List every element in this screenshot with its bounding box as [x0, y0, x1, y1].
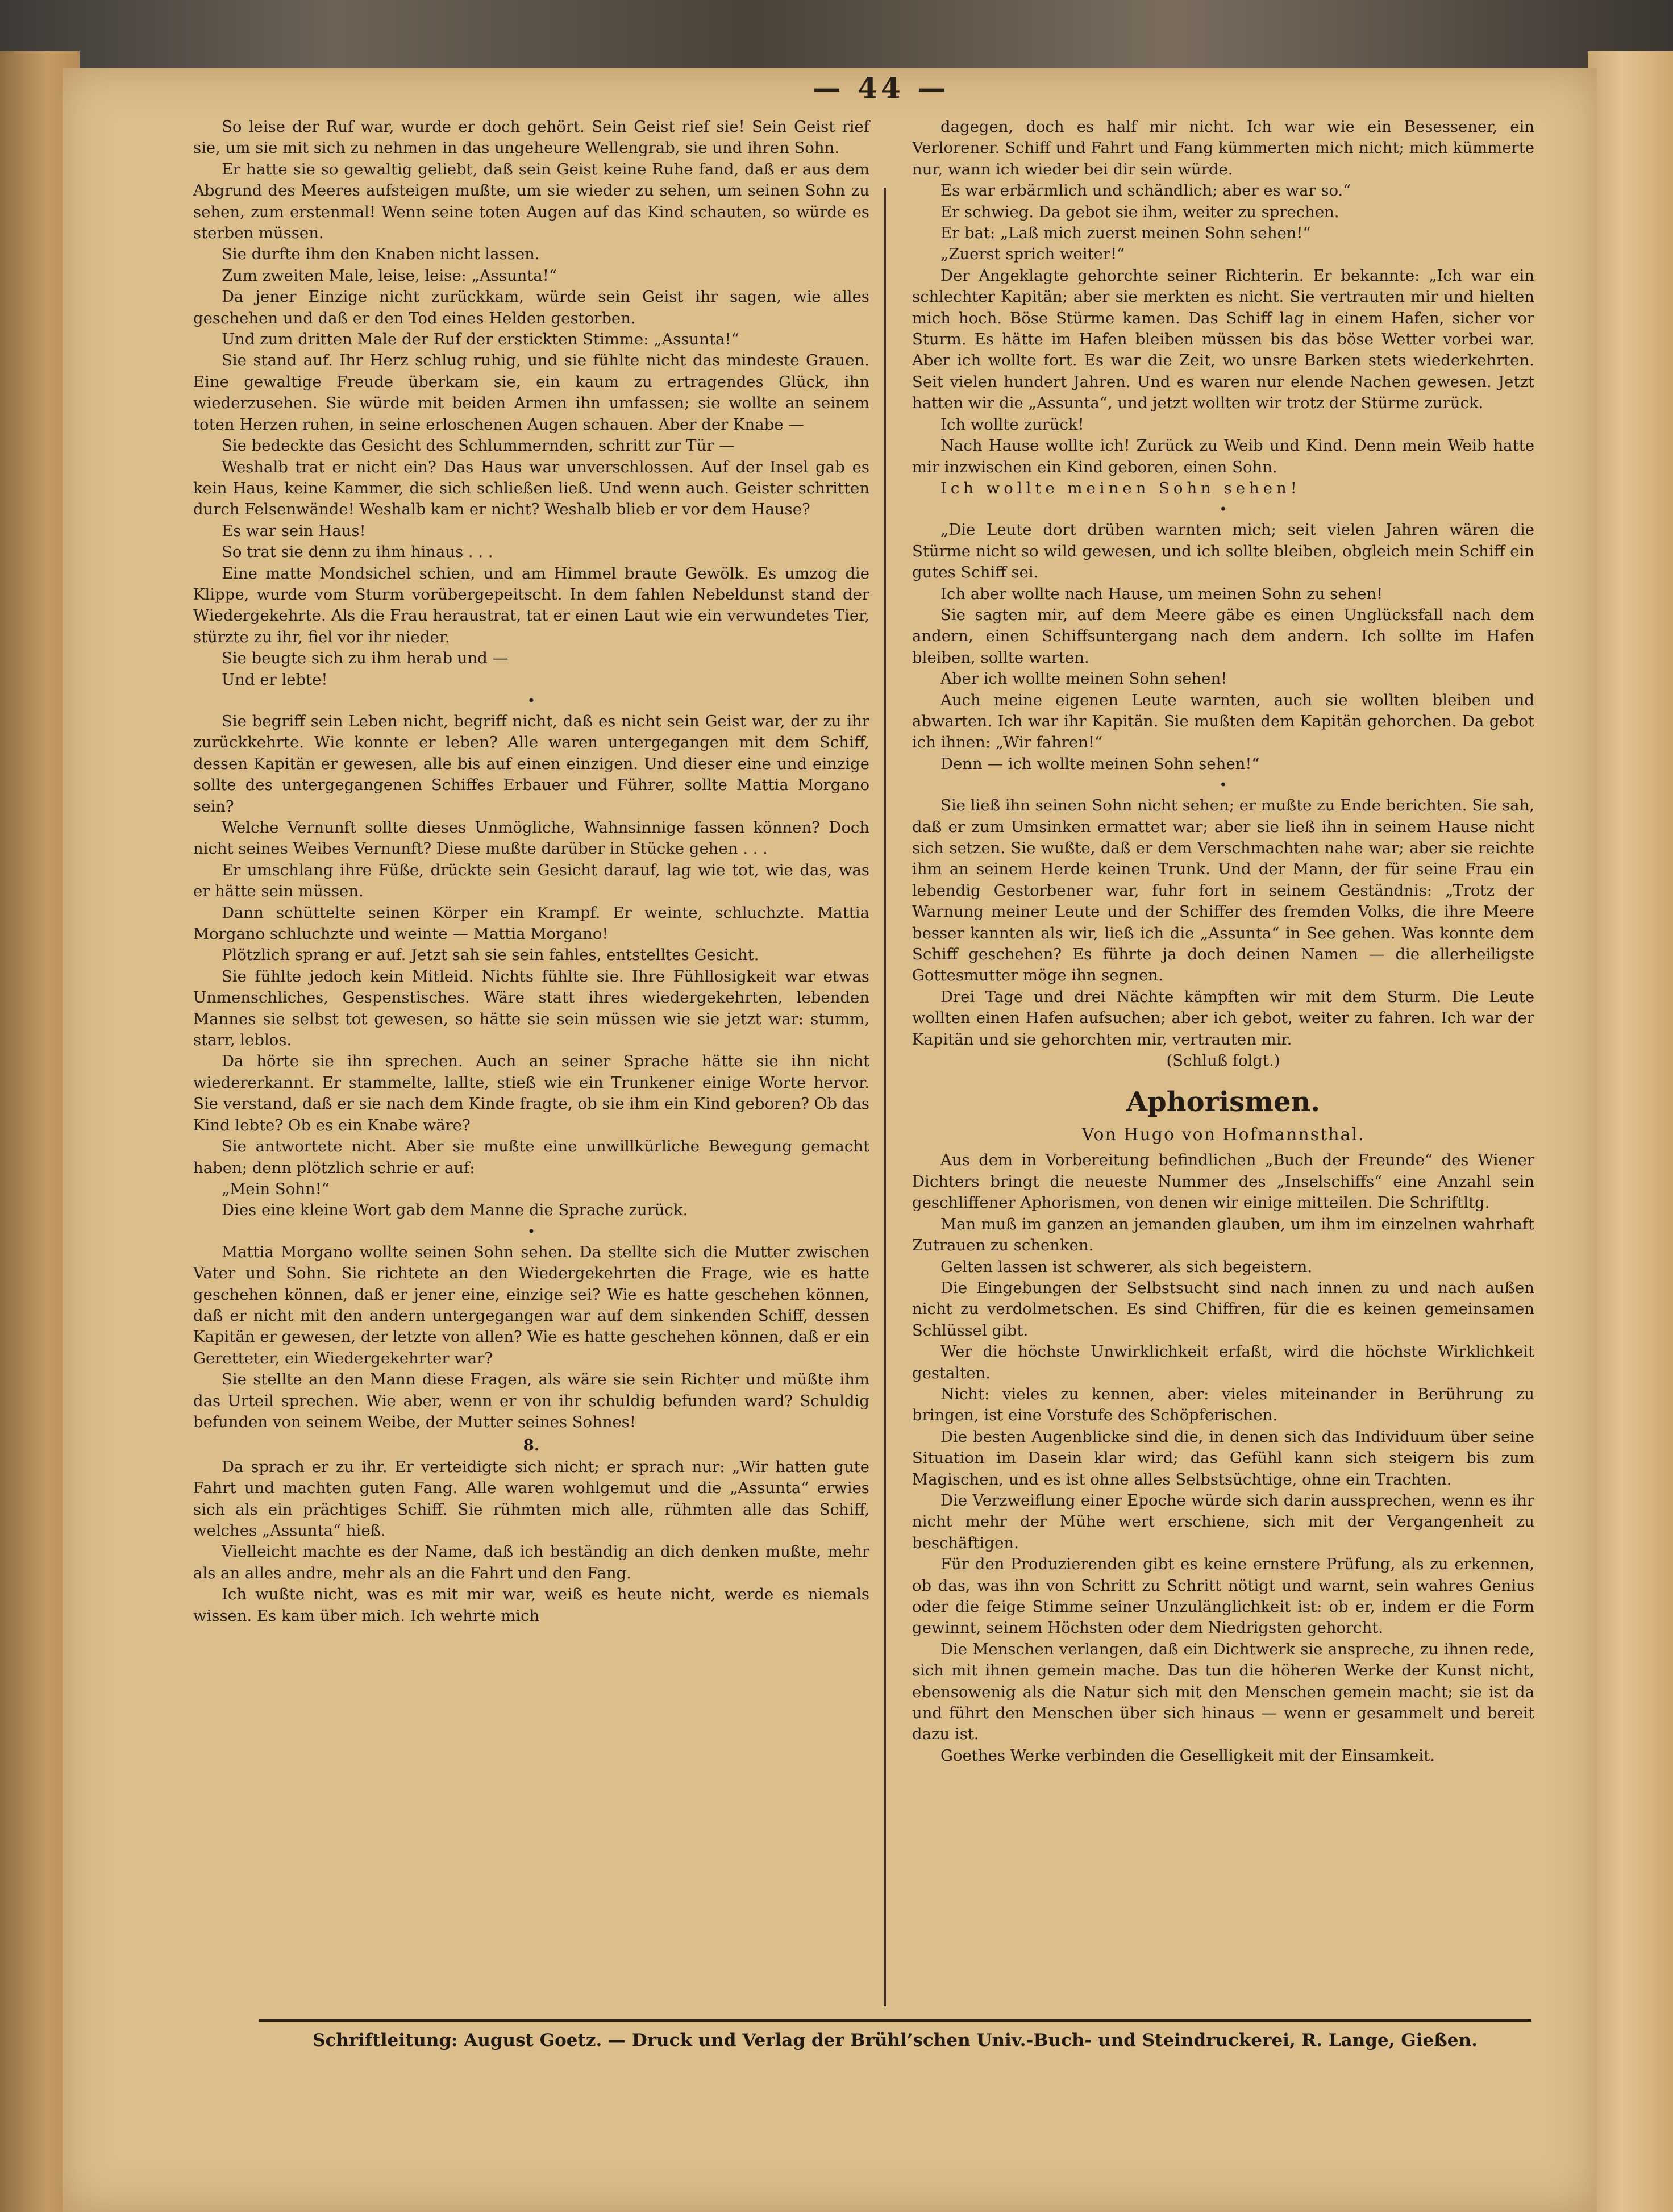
right-page-edge — [1588, 51, 1673, 2212]
story-paragraph: Aber ich wollte meinen Sohn sehen! — [940, 670, 1227, 688]
aphorisms-list — [912, 1214, 1534, 1767]
story-paragraph: Er schwieg. Da gebot sie ihm, weiter zu sprechen. — [940, 202, 1339, 221]
story-paragraph: Und er lebte! — [222, 670, 328, 689]
aphorism-paragraph: Gelten lassen ist schwerer, als sich begeistern. — [940, 1257, 1313, 1276]
story-paragraph: Sie bedeckte das Gesicht des Schlummernden, schritt zur Tür — — [222, 436, 735, 455]
story-paragraph: Ich wollte zurück! — [940, 415, 1084, 434]
story-paragraph: Sie ließ ihn seinen Sohn nicht sehen; er mußte zu Ende berichten. Sie sah, daß er zum Umsinken ermattet war; aber sie ließ ihn in seinem Hause nicht sich setzen. Sie wußte, daß er dem Verschmachten nahe war; aber sie reichte ihm an seinem Herde keinen Trunk. Und der Mann, der für seine Frau ein lebendig Gestorbener war, fuhr fort in seinem Geständnis: „Trotz der Warnung meiner Leute und der Schiffer des fremden Volks, die ihre Meere besser kannten als wir, ließ ich die „Assunta“ in See gehen. Was konnte dem Schiff geschehen? Es führte ja doch deinen Namen — die allerheiligste Gottesmutter möge ihn segnen. — [912, 796, 1534, 985]
story-paragraph: Weshalb trat er nicht ein? Das Haus war unverschlossen. Auf der Insel gab es kein Haus, keine Kammer, die sich schließen ließ. Und wenn auch. Geister schritten durch Felsenwände! Weshalb kam er nicht? Weshalb blieb er vor dem Hause? — [193, 458, 869, 519]
story-paragraph: Dies eine kleine Wort gab dem Manne die Sprache zurück. — [222, 1201, 688, 1220]
aphorisms-byline: Von Hugo von Hofmannsthal. — [1081, 1125, 1365, 1145]
story-paragraph: Es war sein Haus! — [222, 521, 366, 540]
story-paragraph: Er hatte sie so gewaltig geliebt, daß sein Geist keine Ruhe fand, daß er aus dem Abgrund des Meeres aufsteigen mußte, um sie wieder zu sehen, um seinen Sohn zu sehen, zum erstenmal! Wenn seine toten Augen auf das Kind schauten, so würde es sterben müssen. — [193, 160, 869, 243]
section-separator: • — [1219, 501, 1227, 518]
right-column — [912, 117, 1534, 1766]
story-paragraph: Nach Hause wollte ich! Zurück zu Weib und Kind. Denn mein Weib hatte mir inzwischen ein Kind geboren, einen Sohn. — [912, 436, 1534, 476]
story-paragraph: Dann schüttelte seinen Körper ein Krampf. Er weinte, schluchzte. Mattia Morgano schluchzte und weinte — Mattia Morgano! — [193, 903, 869, 943]
story-paragraph: Sie antwortete nicht. Aber sie mußte eine unwillkürliche Bewegung gemacht haben; denn plötzlich schrie er auf: — [193, 1137, 869, 1177]
section-separator: • — [527, 1223, 536, 1240]
section-separator: • — [1219, 777, 1227, 793]
story-continuation — [912, 117, 1534, 1071]
story-paragraph: Auch meine eigenen Leute warnten, auch sie wollten bleiben und abwarten. Ich war ihr Kapitän. Sie mußten dem Kapitän gehorchen. Da gebot ich ihnen: „Wir fahren!“ — [912, 691, 1534, 752]
story-paragraph: Der Angeklagte gehorchte seiner Richterin. Er bekannte: „Ich war ein schlechter Kapitän; aber sie merkten es nicht. Sie vertrauten mir und hielten mich hoch. Böse Stürme kamen. Das Schiff lag in einem Hafen, sicher vor Sturm. Es hätte im Hafen bleiben müssen bis das böse Wetter vorbei war. Aber ich wollte fort. Es war die Zeit, wo unsre Barken stets wiederkehrten. Seit vielen hundert Jahren. Und es waren nur elende Nachen gewesen. Jetzt hatten wir die „Assunta“, und jetzt wollten wir trotz der Stürme zurück. — [912, 266, 1534, 413]
story-paragraph: Er bat: „Laß mich zuerst meinen Sohn sehen!“ — [940, 224, 1311, 243]
story-paragraph: Zum zweiten Male, leise, leise: „Assunta!“ — [222, 266, 557, 285]
story-paragraph: Denn — ich wollte meinen Sohn sehen!“ — [940, 754, 1260, 773]
aphorisms-intro: Aus dem in Vorbereitung befindlichen „Buch der Freunde“ des Wiener Dichters bringt die neueste Nummer des „Inselschiffs“ eine Anzahl sein geschliffener Aphorismen, von denen wir einige mitteilen. Die Schriftltg. — [912, 1151, 1534, 1212]
story-paragraph: „Mein Sohn!“ — [222, 1179, 330, 1198]
to-be-continued-note: (Schluß folgt.) — [1166, 1051, 1280, 1070]
aphorism-paragraph: Die Verzweiflung einer Epoche würde sich darin aussprechen, wenn es ihr nicht mehr der Mühe wert erschiene, sich mit der Vergangenheit zu beschäftigen. — [912, 1491, 1534, 1552]
left-column — [193, 117, 869, 1627]
story-paragraph: Da hörte sie ihn sprechen. Auch an seiner Sprache hätte sie ihn nicht wiedererkannt. Er stammelte, lallte, stieß wie ein Trunkener einige Worte hervor. Sie verstand, daß er sie nach dem Kinde fragte, ob sie ihm ein Kind geboren? Ob das Kind lebte? Ob es ein Knabe wäre? — [193, 1052, 869, 1134]
story-paragraph: Ich wußte nicht, was es mit mir war, weiß es heute nicht, werde es niemals wissen. Es kam über mich. Ich wehrte mich — [193, 1585, 869, 1625]
story-paragraph: Drei Tage und drei Nächte kämpften wir mit dem Sturm. Die Leute wollten einen Hafen aufsuchen; aber ich gebot, weiter zu fahren. Ich war der Kapitän und sie gehorchten mir, vertrauten mir. — [912, 987, 1534, 1049]
aphorisms-title: Aphorismen. — [1126, 1086, 1321, 1119]
story-paragraph: Und zum dritten Male der Ruf der erstickten Stimme: „Assunta!“ — [222, 330, 739, 349]
story-paragraph: Ich wollte meinen Sohn sehen! — [940, 479, 1301, 497]
story-paragraph: Sie fühlte jedoch kein Mitleid. Nichts fühlte sie. Ihre Fühllosigkeit war etwas Unmenschliches, Gespenstisches. Wäre statt ihres wiedergekehrten, lebenden Mannes sie selbst tot gewesen, so hätte sie sein müssen wie sie jetzt war: stumm, starr, leblos. — [193, 967, 869, 1050]
story-paragraph: Es war erbärmlich und schändlich; aber es war so.“ — [940, 181, 1351, 200]
story-paragraph: Sie begriff sein Leben nicht, begriff nicht, daß es nicht sein Geist war, der zu ihr zurückkehrte. Wie konnte er leben? Alle waren untergegangen mit dem Schiff, dessen Kapitän er gewesen, alle bis auf einen einzigen. Und dieser eine und einzige sollte des untergegangenen Schiffes Erbauer und Führer, sollte Mattia Morgano sein? — [193, 712, 869, 816]
aphorism-paragraph: Die Eingebungen der Selbstsucht sind nach innen zu und nach außen nicht zu verdolmetschen. Es sind Chiffren, für die es keinen gemeinsamen Schlüssel gibt. — [912, 1278, 1534, 1340]
story-paragraph: Sie stand auf. Ihr Herz schlug ruhig, und sie fühlte nicht das mindeste Grauen. Eine gewaltige Freude überkam sie, ein kaum zu ertragendes Glück, ihn wiederzusehen. Sie würde mit beiden Armen ihn umfassen; sie wollte an seinem toten Herzen ruhen, in seine erloschenen Augen schauen. Aber der Knabe — — [193, 351, 869, 434]
story-paragraph: So leise der Ruf war, wurde er doch gehört. Sein Geist rief sie! Sein Geist rief sie, um sie mit sich zu nehmen in das ungeheure Wellengrab, sie und ihren Sohn. — [193, 118, 869, 157]
aphorisms-section — [912, 1084, 1534, 1766]
footer-rule — [259, 2019, 1531, 2022]
story-paragraph: Sie beugte sich zu ihm herab und — — [222, 649, 509, 668]
story-paragraph: Eine matte Mondsichel schien, und am Himmel braute Gewölk. Es umzog die Klippe, wurde vom Sturm vorübergepeitscht. In dem fahlen Nebeldunst stand der Wiedergekehrte. Als die Frau heraustrat, tat er einen Laut wie ein verwundetes Tier, stürzte zu ihr, fiel vor ihr nieder. — [193, 564, 869, 646]
story-paragraph: Da jener Einzige nicht zurückkam, würde sein Geist ihr sagen, wie alles geschehen und daß er den Tod eines Helden gestorben. — [193, 288, 869, 327]
column-divider — [884, 188, 886, 2006]
story-paragraph: Er umschlang ihre Füße, drückte sein Gesicht darauf, lag wie tot, wie das, was er hätte sein müssen. — [193, 860, 869, 901]
aphorism-paragraph: Nicht: vieles zu kennen, aber: vieles miteinander in Berührung zu bringen, ist eine Vorstufe des Schöpferischen. — [912, 1384, 1534, 1425]
aphorism-paragraph: Man muß im ganzen an jemanden glauben, um ihm im einzelnen wahrhaft Zutrauen zu schenken. — [912, 1215, 1534, 1255]
story-paragraph: dagegen, doch es half mir nicht. Ich war wie ein Besessener, ein Verlorener. Schiff und Fahrt und Fang kümmerten mich nicht; mich kümmerte nur, wann ich wieder bei dir sein würde. — [912, 118, 1534, 178]
story-paragraph: Plötzlich sprang er auf. Jetzt sah sie sein fahles, entstelltes Gesicht. — [222, 946, 759, 964]
story-paragraph: Sie sagten mir, auf dem Meere gäbe es einen Unglücksfall nach dem andern, einen Schiffsuntergang nach dem andern. Ich sollte im Hafen bleiben, sollte warten. — [912, 605, 1534, 667]
story-paragraph: Da sprach er zu ihr. Er verteidigte sich nicht; er sprach nur: „Wir hatten gute Fahrt und machten guten Fang. Alle waren wohlgemut und die „Assunta“ erwies sich als ein prächtiges Schiff. Sie rühmten mich alle, rühmten alle das Schiff, welches „Assunta“ hieß. — [193, 1457, 869, 1540]
story-paragraph: „Die Leute dort drüben warnten mich; seit vielen Jahren wären die Stürme nicht so wild gewesen, und ich sollte bleiben, obgleich mein Schiff ein gutes Schiff sei. — [912, 521, 1534, 582]
imprint-footer: Schriftleitung: August Goetz. — Druck und Verlag der Brühl’schen Univ.-Buch- und Steindruckerei, R. Lange, Gießen. — [313, 2030, 1478, 2051]
story-paragraph: Sie durfte ihm den Knaben nicht lassen. — [222, 245, 540, 264]
story-paragraph: „Zuerst sprich weiter!“ — [940, 245, 1125, 264]
story-paragraph: Sie stellte an den Mann diese Fragen, als wäre sie sein Richter und müßte ihm das Urteil sprechen. Wie aber, wenn er von ihr schuldig befunden ward? Schuldig befunden von seinem Weibe, der Mutter seines Sohnes! — [193, 1370, 869, 1431]
story-paragraph: So trat sie denn zu ihm hinaus . . . — [222, 543, 493, 562]
aphorism-paragraph: Für den Produzierenden gibt es keine ernstere Prüfung, als zu erkennen, ob das, was ihn von Schritt zu Schritt nötigt und warnt, sein wahres Genius oder die feige Stimme seiner Unzulänglichkeit ist: ob er, indem er die Form gewinnt, seinem Höchsten oder dem Niedrigsten gehorcht. — [912, 1555, 1534, 1637]
aphorism-paragraph: Wer die höchste Unwirklichkeit erfaßt, wird die höchste Wirklichkeit gestalten. — [912, 1342, 1534, 1382]
story-paragraph: Welche Vernunft sollte dieses Unmögliche, Wahnsinnige fassen können? Doch nicht seines Weibes Vernunft? Diese mußte darüber in Stücke gehen . . . — [193, 818, 869, 858]
aphorism-paragraph: Goethes Werke verbinden die Geselligkeit mit der Einsamkeit. — [940, 1746, 1435, 1765]
aphorism-paragraph: Die besten Augenblicke sind die, in denen sich das Individuum über seine Situation im Dasein klar wird; das Gefühl kann sich steigern bis zum Magischen, und es ist ohne alles Selbstsüchtige, ohne ein Trachten. — [912, 1427, 1534, 1488]
aphorism-paragraph: Die Menschen verlangen, daß ein Dichtwerk sie anspreche, zu ihnen rede, sich mit ihnen gemein mache. Das tun die höheren Werke der Kunst nicht, ebensowenig als die Natur sich mit den Menschen gemein macht; sie ist da und führt den Menschen über sich hinaus — wenn er gesammelt und bereit dazu ist. — [912, 1640, 1534, 1744]
section-number: 8. — [523, 1436, 540, 1455]
story-paragraph: Ich aber wollte nach Hause, um meinen Sohn zu sehen! — [940, 584, 1383, 603]
section-separator: • — [527, 692, 536, 709]
page-number: — 44 — — [812, 71, 950, 105]
story-paragraph: Vielleicht machte es der Name, daß ich beständig an dich denken mußte, mehr als an alles andre, mehr als an die Fahrt und den Fang. — [193, 1542, 869, 1582]
story-paragraph: Mattia Morgano wollte seinen Sohn sehen. Da stellte sich die Mutter zwischen Vater und Sohn. Sie richtete an den Wiedergekehrten die Frage, wie es hatte geschehen können, daß er jener eine, einzige sei? Wie es hatte geschehen können, daß er nicht mit den andern untergegangen war auf dem sinkenden Schiff, dessen Kapitän er gewesen, der letzte von allen? Wie es hatte geschehen können, daß er ein Geretteter, ein Wiedergekehrter war? — [193, 1242, 869, 1367]
